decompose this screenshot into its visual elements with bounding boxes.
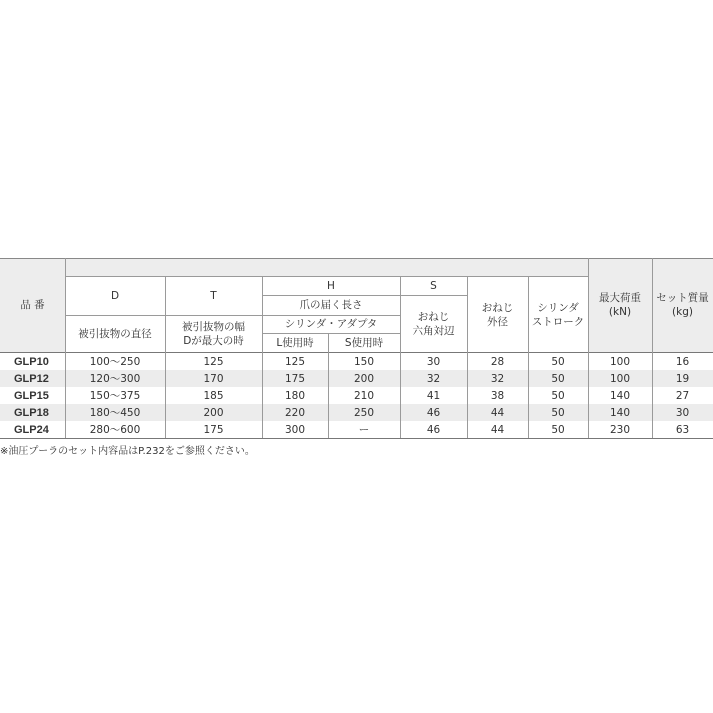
hl-cell: 220	[284, 406, 306, 419]
t-cell: 175	[203, 423, 224, 436]
hl-cell: 300	[284, 423, 306, 436]
d-cell: 280〜600	[89, 423, 141, 436]
model-cell: GLP24	[14, 423, 49, 436]
stroke-cell: 50	[551, 406, 565, 419]
s-cell: 46	[426, 406, 441, 419]
stroke-cell: 50	[551, 355, 565, 368]
hl-cell: 175	[284, 372, 306, 385]
oneji-cell: 32	[490, 372, 505, 385]
table-row	[0, 387, 713, 404]
hl-cell: 125	[284, 355, 306, 368]
rule	[262, 295, 467, 296]
t-cell: 125	[203, 355, 224, 368]
stroke-cell: 50	[551, 423, 565, 436]
header-s: S	[430, 280, 437, 292]
header-d: D	[110, 290, 120, 302]
model-cell: GLP10	[14, 355, 49, 368]
oneji-cell: 38	[490, 389, 505, 402]
rule	[0, 438, 713, 439]
rule	[588, 258, 589, 438]
oneji-cell: 44	[490, 423, 505, 436]
load-cell: 100	[609, 355, 631, 368]
d-cell: 180〜450	[89, 406, 141, 419]
load-cell: 140	[609, 406, 631, 419]
oneji-cell: 28	[490, 355, 505, 368]
table-row	[0, 404, 713, 421]
s-cell: 41	[426, 389, 441, 402]
s-cell: 30	[426, 355, 441, 368]
load-cell: 230	[609, 423, 631, 436]
rule	[65, 258, 66, 438]
table-row	[0, 370, 713, 387]
d-cell: 150〜375	[89, 389, 141, 402]
rule	[65, 315, 400, 316]
rule	[328, 333, 329, 438]
hs-cell: ー	[358, 423, 370, 436]
stroke-cell: 50	[551, 372, 565, 385]
stroke-cell: 50	[551, 389, 565, 402]
header-h: H	[327, 280, 335, 292]
mass-cell: 16	[675, 355, 690, 368]
hl-cell: 180	[284, 389, 306, 402]
hs-cell: 150	[353, 355, 375, 368]
header-oneji: おねじ 外径	[481, 301, 514, 328]
rule	[65, 276, 588, 277]
s-cell: 46	[426, 423, 441, 436]
header-stroke: シリンダ ストローク	[531, 301, 585, 328]
header-h-sub: 爪の届く長さ	[299, 299, 363, 311]
rule	[0, 352, 713, 353]
rule	[262, 276, 263, 438]
rule	[400, 276, 401, 438]
load-cell: 100	[609, 372, 631, 385]
rule	[528, 276, 529, 438]
header-h-s: S使用時	[344, 336, 384, 349]
header-mass: セット質量 (kg)	[656, 292, 709, 318]
table-row	[0, 421, 713, 438]
t-cell: 185	[203, 389, 224, 402]
oneji-cell: 44	[490, 406, 505, 419]
hs-cell: 200	[353, 372, 375, 385]
header-t: T	[210, 290, 217, 302]
mass-cell: 63	[675, 423, 690, 436]
rule	[652, 258, 653, 438]
rule	[0, 258, 713, 259]
header-d-sub: 被引抜物の直径	[78, 327, 152, 340]
rule	[467, 276, 468, 438]
header-s-sub: おねじ 六角対辺	[412, 310, 455, 337]
header-h-sub2: シリンダ・アダプタ	[284, 318, 378, 330]
t-cell: 170	[203, 372, 224, 385]
rule	[165, 276, 166, 438]
header-h-l: L使用時	[276, 336, 314, 349]
model-cell: GLP15	[14, 389, 49, 402]
hs-cell: 210	[353, 389, 375, 402]
d-cell: 100〜250	[89, 355, 141, 368]
mass-cell: 19	[675, 372, 690, 385]
model-cell: GLP12	[14, 372, 49, 385]
header-t-sub: 被引抜物の幅 Dが最大の時	[182, 320, 245, 347]
mass-cell: 27	[675, 389, 690, 402]
rule	[262, 333, 400, 334]
header-hinban: 品 番	[20, 299, 45, 311]
mass-cell: 30	[675, 406, 690, 419]
s-cell: 32	[426, 372, 441, 385]
model-cell: GLP18	[14, 406, 49, 419]
load-cell: 140	[609, 389, 631, 402]
header-load: 最大荷重 (kN)	[599, 292, 641, 318]
d-cell: 120〜300	[89, 372, 141, 385]
t-cell: 200	[203, 406, 224, 419]
table-row	[0, 353, 713, 370]
footnote: ※油圧プーラのセット内容品はP.232をご参照ください。	[0, 446, 255, 457]
hs-cell: 250	[353, 406, 375, 419]
